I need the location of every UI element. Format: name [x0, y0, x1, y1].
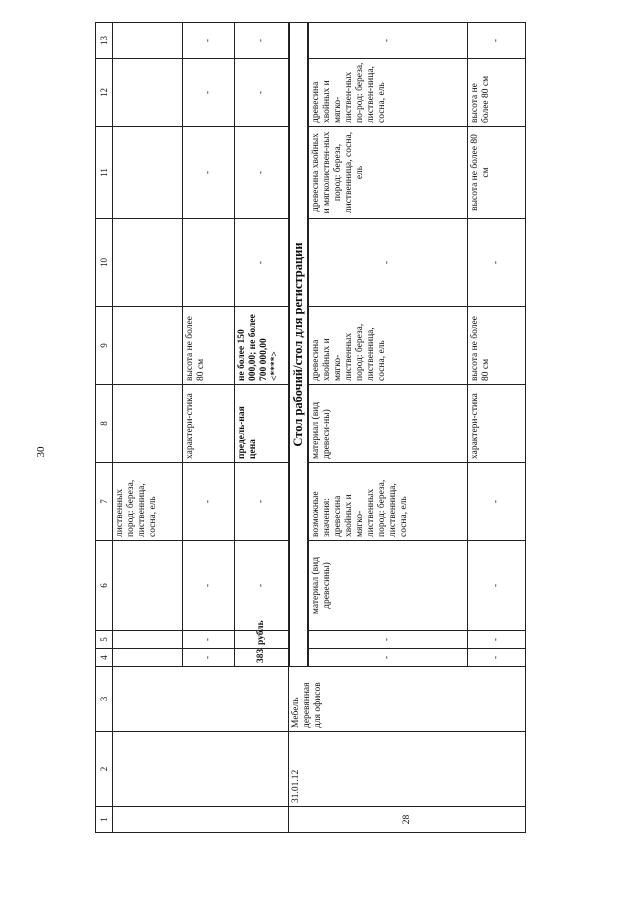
table-cell [113, 649, 183, 667]
header-cell: 12 [96, 59, 113, 127]
table-cell [113, 631, 183, 649]
table-cell: - [183, 649, 235, 667]
table-cell: предель-ная цена [235, 385, 289, 463]
table-cell: не более 150 000,00; не более 700 000,00 <****> [235, 307, 289, 385]
table-cell: - [235, 541, 289, 631]
table-cell [113, 541, 183, 631]
table-cell: - [468, 541, 526, 631]
header-cell: 10 [96, 219, 113, 307]
table-cell: древесина хвойных и мягко-лиственных пород: береза, лиственница, сосна, ель [308, 307, 468, 385]
table-row [289, 23, 308, 833]
header-cell: 8 [96, 385, 113, 463]
table-cell: - [183, 631, 235, 649]
table-row [113, 23, 183, 833]
table-cell [113, 219, 183, 307]
table-cell [113, 23, 183, 59]
table-cell: 383 [235, 649, 289, 667]
table-cell: - [183, 59, 235, 127]
table-cell: возможные значения: древесина хвойных и мягко-лиственных пород: береза, лиственница, сосна, ель [308, 463, 468, 541]
table-cell: - [183, 127, 235, 219]
section-title: Стол рабочий/стол для регистрации [289, 23, 308, 667]
table-cell: - [235, 127, 289, 219]
table-cell: лиственных пород: береза, лиственница, сосна, ель [113, 463, 183, 541]
table-cell: - [468, 463, 526, 541]
table-cell: древесина хвойных и мягко-листвен-ных по-род: береза, листвен-ница, сосна, ель [308, 59, 468, 127]
table-cell: характери-стика [468, 385, 526, 463]
table-cell: - [468, 649, 526, 667]
table-cell: - [183, 463, 235, 541]
table-cell: - [235, 219, 289, 307]
table-cell: - [235, 463, 289, 541]
table-cell: - [183, 541, 235, 631]
table-cell: высота не более 80 см [468, 127, 526, 219]
product-name: Мебель деревянная для офисов [289, 667, 526, 732]
characteristics-table [95, 22, 526, 833]
table-cell: - [308, 23, 468, 59]
table-cell: рубль [235, 631, 289, 649]
header-cell: 1 [96, 807, 113, 833]
table-cell: - [468, 631, 526, 649]
table-cell: высота не более 80 см [468, 59, 526, 127]
table-cell [113, 807, 289, 833]
header-cell: 13 [96, 23, 113, 59]
header-cell: 11 [96, 127, 113, 219]
table-cell: - [235, 59, 289, 127]
header-cell: 5 [96, 631, 113, 649]
page-number: 30 [35, 446, 47, 458]
table-cell [113, 667, 289, 732]
header-cell: 2 [96, 732, 113, 807]
header-cell: 4 [96, 649, 113, 667]
table-cell: древесина хвойных и мягколиствен-ных пород: береза, лиственница, сосна, ель [308, 127, 468, 219]
table-cell [113, 307, 183, 385]
header-row [96, 23, 113, 833]
table-cell [113, 127, 183, 219]
header-cell: 3 [96, 667, 113, 732]
table-cell [113, 59, 183, 127]
table-cell [113, 732, 289, 807]
table-cell: характери-стика [183, 385, 235, 463]
table-cell: - [468, 23, 526, 59]
okpd-code: 31.01.12 [289, 732, 526, 807]
table-cell: материал (вид древесины) [308, 541, 468, 631]
table-cell [183, 219, 235, 307]
table-cell: высота не более 80 см [183, 307, 235, 385]
table-cell: материал (вид древеси-ны) [308, 385, 468, 463]
table-cell [113, 385, 183, 463]
table-cell: - [235, 23, 289, 59]
header-cell: 7 [96, 463, 113, 541]
header-cell: 6 [96, 541, 113, 631]
table-cell: - [468, 219, 526, 307]
header-cell: 9 [96, 307, 113, 385]
table-cell: - [183, 23, 235, 59]
table-cell: - [308, 631, 468, 649]
rotated-table-container [95, 36, 585, 833]
table-cell: - [308, 649, 468, 667]
table-cell: высота не более 80 см [468, 307, 526, 385]
row-number: 28 [289, 807, 526, 833]
table-cell: - [308, 219, 468, 307]
